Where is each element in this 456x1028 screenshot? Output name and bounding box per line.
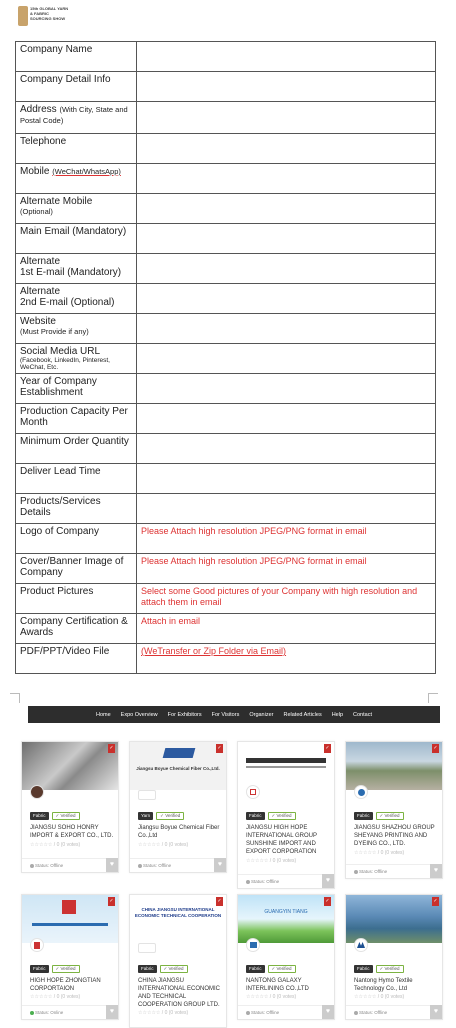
company-name[interactable]: JIANGSU SOHO HONRY IMPORT & EXPORT CO., LTD. xyxy=(30,825,114,839)
form-value: Please Attach high resolution JPEG/PNG format in email xyxy=(137,554,436,584)
company-cover-image xyxy=(130,895,226,943)
nav-for-visitors[interactable]: For Visitors xyxy=(211,711,240,718)
category-badge: Fabric xyxy=(30,812,49,820)
card-footer xyxy=(22,1005,118,1019)
subtitle-line-icon xyxy=(246,766,326,768)
exhibitor-card[interactable] xyxy=(345,894,443,1020)
banner-line-icon xyxy=(32,923,108,926)
nav-expo-overview[interactable]: Expo Overview xyxy=(120,711,158,718)
bookmark-icon: ✓ xyxy=(325,745,330,751)
form-value[interactable] xyxy=(137,102,436,134)
status: Status: Offline xyxy=(246,1010,279,1015)
company-avatar xyxy=(246,938,260,952)
card-footer xyxy=(130,858,226,872)
company-avatar xyxy=(30,785,44,799)
favorite-heart-icon[interactable]: ♥ xyxy=(322,874,334,888)
form-row xyxy=(16,524,436,554)
card-footer xyxy=(238,1005,334,1019)
status: Status: Offline xyxy=(138,863,171,868)
exhibitor-card[interactable] xyxy=(21,741,119,873)
form-label: Alternate 1st E-mail (Mandatory) xyxy=(16,254,137,284)
rating: ☆☆☆☆☆ / 0 (0 votes) xyxy=(354,994,405,1000)
company-cover-image xyxy=(130,742,226,790)
company-name[interactable]: JIANGSU HIGH HOPE INTERNATIONAL GROUP SUNSHINE IMPORT AND EXPORT CORPORATION xyxy=(246,825,317,855)
verified-badge: ✓ Verified xyxy=(160,965,188,973)
nav-help[interactable]: Help xyxy=(331,711,344,718)
category-badge: Fabric xyxy=(354,965,373,973)
category-badge: Fabric xyxy=(30,965,49,973)
tag-row xyxy=(246,965,296,973)
card-footer xyxy=(346,1005,442,1019)
status-dot-icon xyxy=(246,880,250,884)
company-cover-image xyxy=(346,742,442,790)
form-row xyxy=(16,494,436,524)
form-label: Product Pictures xyxy=(16,584,137,614)
brand-logo-icon xyxy=(62,900,76,914)
nav-contact[interactable]: Contact xyxy=(353,711,372,718)
form-row xyxy=(16,314,436,344)
form-row xyxy=(16,614,436,644)
form-value[interactable] xyxy=(137,404,436,434)
form-value[interactable] xyxy=(137,494,436,524)
form-label: Cover/Banner Image of Company xyxy=(16,554,137,584)
exhibitor-card[interactable] xyxy=(129,741,227,873)
form-label: Logo of Company xyxy=(16,524,137,554)
favorite-heart-icon[interactable]: ♥ xyxy=(214,858,226,872)
category-badge: Fabric xyxy=(246,812,265,820)
company-avatar xyxy=(138,790,156,800)
favorite-heart-icon[interactable]: ♥ xyxy=(322,1005,334,1019)
tag-row xyxy=(354,812,404,820)
exhibitor-card[interactable] xyxy=(345,741,443,879)
form-row xyxy=(16,434,436,464)
nav-for-exhibitors[interactable]: For Exhibitors xyxy=(167,711,202,718)
exhibitor-card[interactable] xyxy=(237,741,335,889)
status-dot-icon xyxy=(354,1011,358,1015)
bookmark-icon: ✓ xyxy=(109,898,114,904)
status: Status: Offline xyxy=(246,879,279,884)
status: Status: Online xyxy=(30,1010,63,1015)
form-label: Social Media URL (Facebook, LinkedIn, Pinterest, WeChat, Etc. xyxy=(16,344,137,374)
favorite-heart-icon[interactable]: ♥ xyxy=(106,1005,118,1019)
form-label: Alternate Mobile (Optional) xyxy=(16,194,137,224)
form-row xyxy=(16,164,436,194)
form-value[interactable] xyxy=(137,194,436,224)
form-row xyxy=(16,344,436,374)
form-label: Alternate 2nd E-mail (Optional) xyxy=(16,284,137,314)
form-label: Deliver Lead Time xyxy=(16,464,137,494)
form-row xyxy=(16,42,436,72)
form-row xyxy=(16,134,436,164)
form-label: Telephone xyxy=(16,134,137,164)
banner-text: CHINA JIANGSU INTERNATIONAL ECONOMIC TECHNICAL COOPERATION xyxy=(134,907,222,918)
form-value[interactable] xyxy=(137,254,436,284)
company-info-form xyxy=(15,41,436,674)
status: Status: Offline xyxy=(354,869,387,874)
verified-badge: ✓ Verified xyxy=(156,812,184,820)
card-footer xyxy=(238,874,334,888)
tag-row xyxy=(354,965,404,973)
nav-home[interactable]: Home xyxy=(96,711,111,718)
tag-row xyxy=(138,812,184,820)
form-row xyxy=(16,374,436,404)
form-label: Website (Must Provide if any) xyxy=(16,314,137,344)
form-value[interactable] xyxy=(137,42,436,72)
company-cover-image xyxy=(238,895,334,943)
form-row xyxy=(16,72,436,102)
verified-badge: ✓ Verified xyxy=(268,965,296,973)
form-value[interactable] xyxy=(137,314,436,344)
form-label: Main Email (Mandatory) xyxy=(16,224,137,254)
form-row xyxy=(16,224,436,254)
company-avatar xyxy=(246,785,260,799)
rating: ☆☆☆☆☆ / 0 (0 votes) xyxy=(354,850,405,856)
company-avatar xyxy=(354,785,368,799)
form-label: Year of Company Establishment xyxy=(16,374,137,404)
bookmark-icon: ✓ xyxy=(433,898,438,904)
company-avatar xyxy=(138,943,156,953)
form-value[interactable] xyxy=(137,134,436,164)
company-name[interactable]: NANTONG GALAXY INTERLINING CO.,LTD xyxy=(246,978,309,992)
exhibitor-card[interactable] xyxy=(21,894,119,1020)
banner-text: Jiangsu Boyue Chemical Fiber Co.,Ltd. xyxy=(136,766,220,771)
verified-badge: ✓ Verified xyxy=(376,965,404,973)
form-value: Attach in email xyxy=(137,614,436,644)
bookmark-icon: ✓ xyxy=(217,745,222,751)
favorite-heart-icon[interactable]: ♥ xyxy=(430,1005,442,1019)
form-value[interactable] xyxy=(137,164,436,194)
tag-row xyxy=(246,812,296,820)
form-row xyxy=(16,584,436,614)
category-badge: Fabric xyxy=(354,812,373,820)
company-name[interactable]: Jiangsu Boyue Chemical Fiber Co.,Ltd xyxy=(138,825,220,839)
rating: ☆☆☆☆☆ / 0 (0 votes) xyxy=(138,842,189,848)
form-row xyxy=(16,404,436,434)
status-dot-icon xyxy=(30,864,34,868)
tag-row xyxy=(30,812,80,820)
chinese-title-icon xyxy=(246,758,326,763)
nav-related-articles[interactable]: Related Articles xyxy=(283,711,322,718)
form-row xyxy=(16,554,436,584)
rating: ☆☆☆☆☆ / 0 (0 votes) xyxy=(246,858,297,864)
logo-mark-icon xyxy=(18,6,28,26)
favorite-heart-icon[interactable]: ♥ xyxy=(430,864,442,878)
form-label: Company Detail Info xyxy=(16,72,137,102)
company-cover-image xyxy=(22,742,118,790)
form-value[interactable] xyxy=(137,374,436,404)
status: Status: Offline xyxy=(30,863,63,868)
form-label: Company Certification & Awards xyxy=(16,614,137,644)
form-value[interactable] xyxy=(137,464,436,494)
bookmark-icon: ✓ xyxy=(325,898,330,904)
company-cover-image xyxy=(238,742,334,790)
verified-badge: ✓ Verified xyxy=(52,965,80,973)
form-value: Please Attach high resolution JPEG/PNG format in email xyxy=(137,524,436,554)
company-cover-image xyxy=(346,895,442,943)
bookmark-icon: ✓ xyxy=(433,745,438,751)
nav-organizer[interactable]: Organizer xyxy=(249,711,274,718)
company-avatar xyxy=(30,938,44,952)
form-row xyxy=(16,464,436,494)
banner-text: GUANGYIN TIANG xyxy=(264,909,308,915)
form-label: Mobile (WeChat/WhatsApp) xyxy=(16,164,137,194)
exhibitor-card[interactable] xyxy=(129,894,227,1028)
page-break-corner xyxy=(10,693,20,703)
form-row xyxy=(16,254,436,284)
main-nav xyxy=(28,706,440,723)
form-row xyxy=(16,194,436,224)
form-label: Products/Services Details xyxy=(16,494,137,524)
form-label: Address (With City, State and Postal Code) xyxy=(16,102,137,134)
card-footer xyxy=(346,864,442,878)
form-row xyxy=(16,102,436,134)
form-value[interactable] xyxy=(137,344,436,374)
verified-badge: ✓ Verified xyxy=(268,812,296,820)
form-value[interactable] xyxy=(137,224,436,254)
form-value: Select some Good pictures of your Company with high resolution and attach them in email xyxy=(137,584,436,614)
status-dot-icon xyxy=(246,1011,250,1015)
page-break-corner xyxy=(428,693,438,703)
status: Status: Offline xyxy=(354,1010,387,1015)
expo-logo[interactable] xyxy=(18,4,69,30)
status-dot-icon xyxy=(30,1011,34,1015)
form-row xyxy=(16,284,436,314)
form-label: PDF/PPT/Video File xyxy=(16,644,137,674)
form-value[interactable]: (WeTransfer or Zip Folder via Email) xyxy=(137,644,436,674)
company-name[interactable]: CHINA JIANGSU INTERNATIONAL ECONOMIC AND TECHNICAL COOPERATION GROUP LTD. xyxy=(138,978,221,1008)
rating: ☆☆☆☆☆ / 0 (0 votes) xyxy=(30,842,81,848)
form-label: Production Capacity Per Month xyxy=(16,404,137,434)
tag-row xyxy=(30,965,80,973)
bookmark-icon: ✓ xyxy=(109,745,114,751)
category-badge: Fabric xyxy=(246,965,265,973)
verified-badge: ✓ Verified xyxy=(52,812,80,820)
form-value[interactable] xyxy=(137,284,436,314)
company-name[interactable]: JIANGSU SHAZHOU GROUP SHEYANG PRINTING AND DYEING CO., LTD. xyxy=(354,825,435,847)
tag-row xyxy=(138,965,188,973)
brand-logo-icon xyxy=(163,748,196,758)
form-value[interactable] xyxy=(137,434,436,464)
form-row xyxy=(16,644,436,674)
card-footer xyxy=(22,858,118,872)
category-badge: Fabric xyxy=(138,965,157,973)
favorite-heart-icon[interactable]: ♥ xyxy=(106,858,118,872)
form-label: Minimum Order Quantity xyxy=(16,434,137,464)
rating: ☆☆☆☆☆ / 0 (0 votes) xyxy=(138,1010,189,1016)
rating: ☆☆☆☆☆ / 0 (0 votes) xyxy=(30,994,81,1000)
form-value[interactable] xyxy=(137,72,436,102)
logo-text: 15th GLOBAL YARN & FABRIC SOURCING SHOW xyxy=(30,6,69,21)
company-name[interactable]: HIGH HOPE ZHONGTIAN CORPORTAION xyxy=(30,978,101,992)
category-badge: Yarn xyxy=(138,812,153,820)
status-dot-icon xyxy=(138,864,142,868)
form-label: Company Name xyxy=(16,42,137,72)
company-avatar xyxy=(354,938,368,952)
status-dot-icon xyxy=(354,870,358,874)
rating: ☆☆☆☆☆ / 0 (0 votes) xyxy=(246,994,297,1000)
company-name[interactable]: Nantong Hymo Textile Technology Co., Ltd xyxy=(354,978,413,992)
company-cover-image xyxy=(22,895,118,943)
bookmark-icon: ✓ xyxy=(217,898,222,904)
verified-badge: ✓ Verified xyxy=(376,812,404,820)
exhibitor-card[interactable] xyxy=(237,894,335,1020)
